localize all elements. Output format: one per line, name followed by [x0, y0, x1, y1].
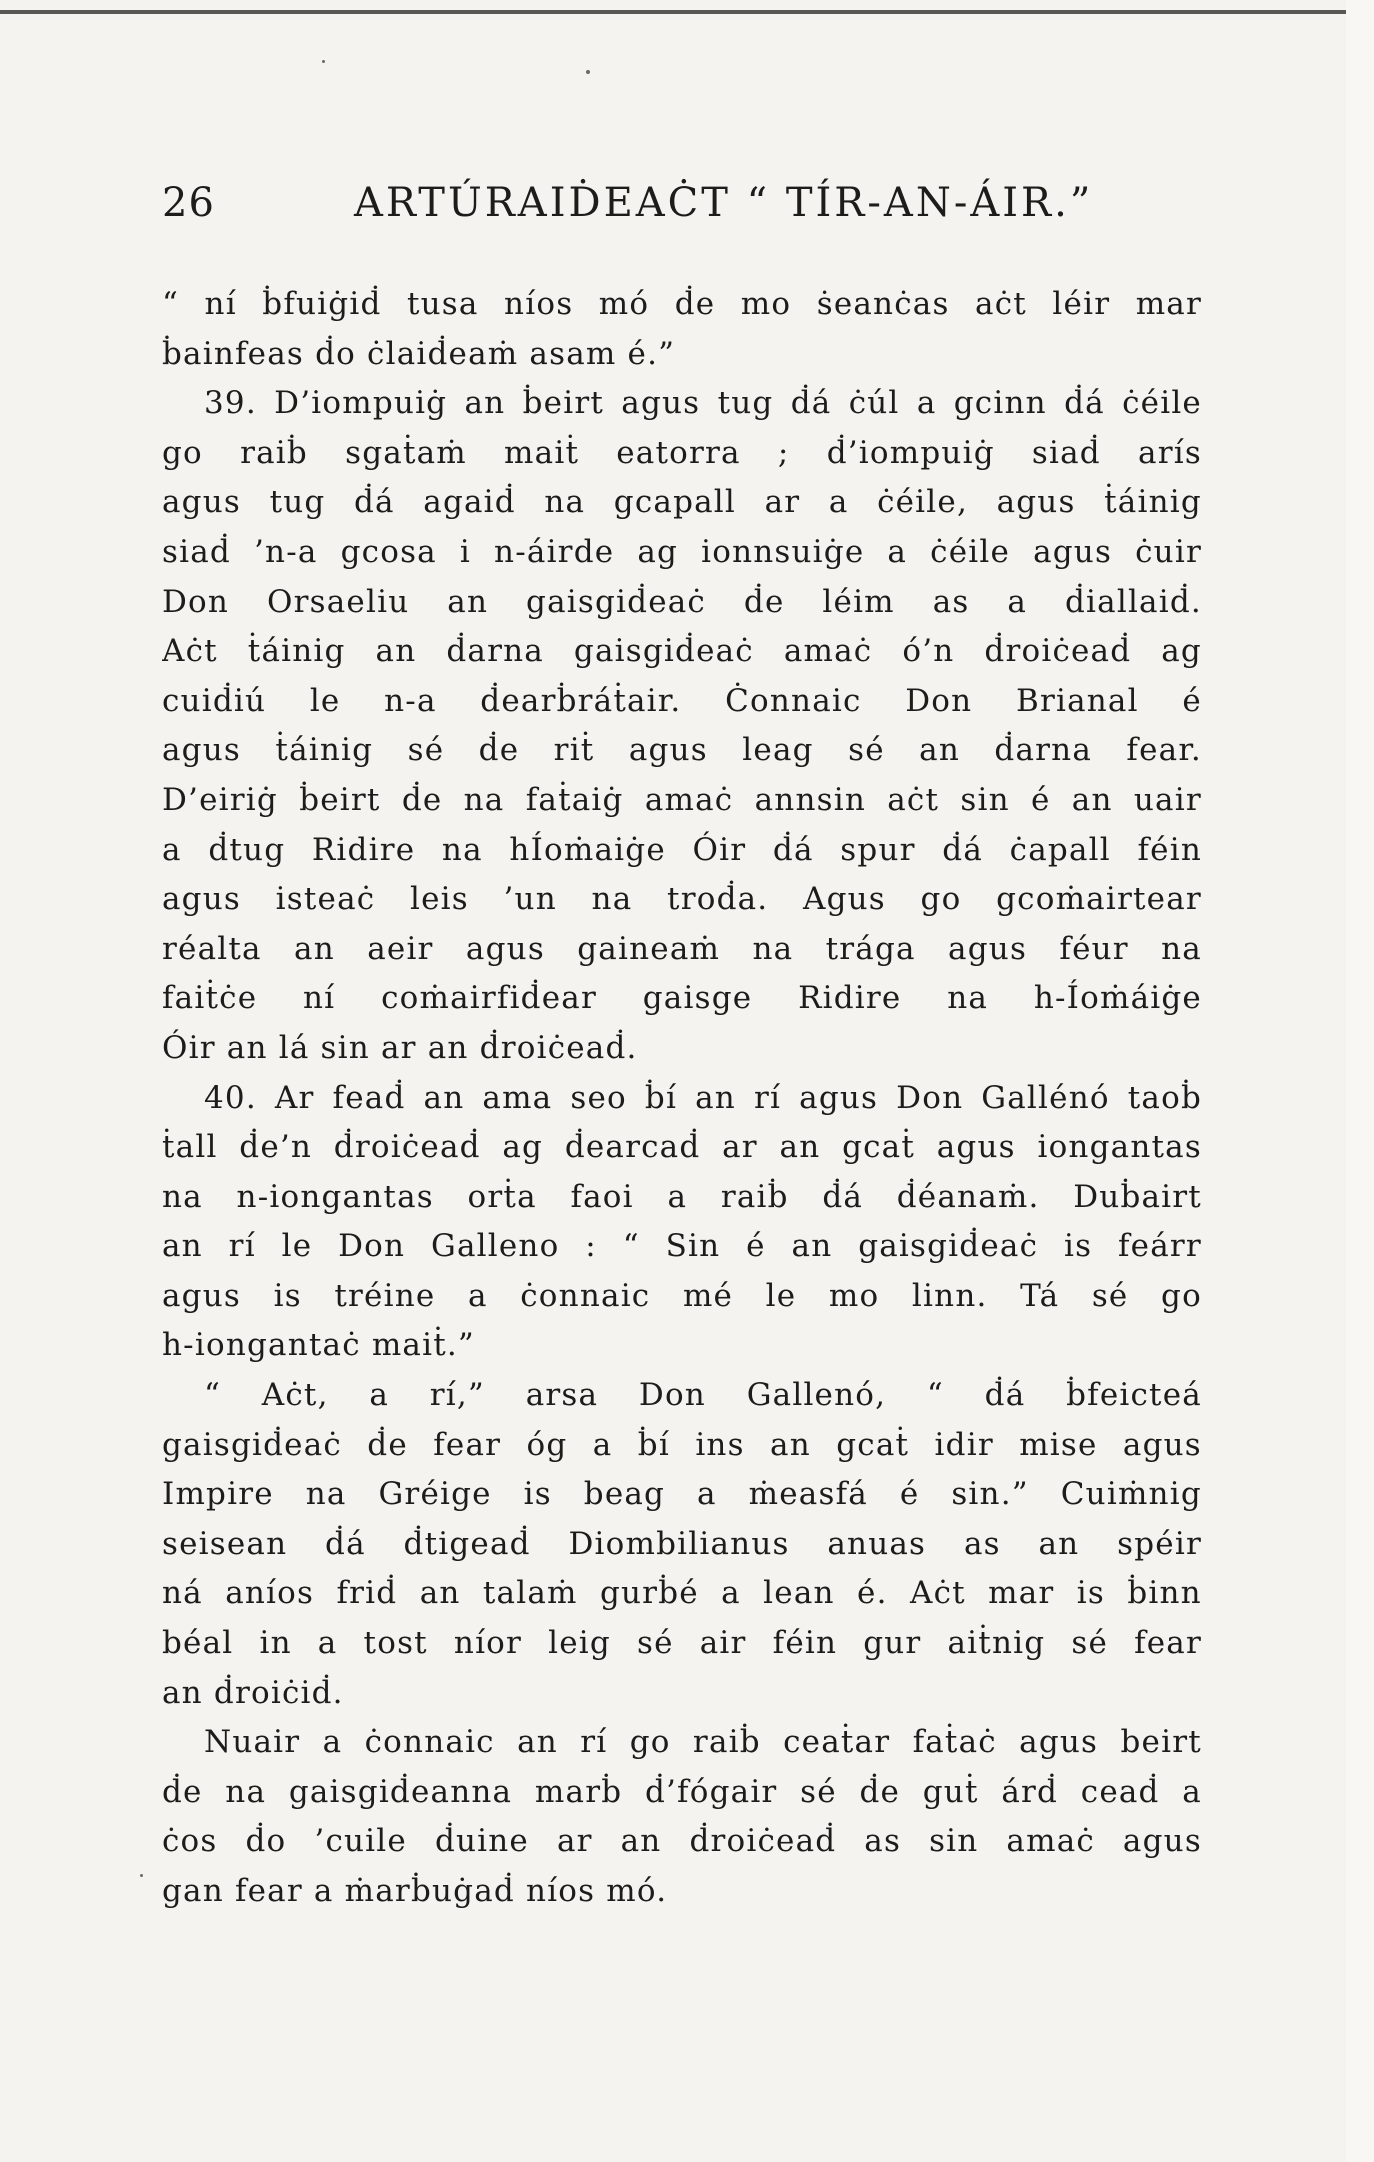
text-line: ḃainfeas ḋo ċlaiḋeaṁ asam é.”	[162, 335, 676, 372]
text-line: agus ṫáinig sé ḋe riṫ agus leag sé an ḋarna fear.	[162, 732, 1202, 769]
text-line: agus isteaċ leis ’un na troḋa. Agus go gcoṁairtear	[162, 881, 1202, 918]
text-line: agus is tréine a ċonnaic mé le mo linn. Tá sé go	[162, 1277, 1202, 1314]
text-line: siaḋ ’n-a gcosa i n-áirde ag ionnsuiġe a ċéile agus ċuir	[162, 533, 1202, 570]
text-line: 40. Ar feaḋ an ama seo ḃí an rí agus Don Gallénó taoḃ	[204, 1079, 1202, 1116]
text-line: agus tug ḋá agaiḋ na gcapall ar a ċéile, agus ṫáinig	[162, 484, 1202, 521]
scan-margin	[1346, 0, 1374, 2162]
text-line: “ ní ḃfuiġiḋ tusa níos mó ḋe mo ṡeanċas aċt léir mar	[162, 286, 1202, 322]
text-line: D’eiriġ ḃeirt ḋe na faṫaiġ amaċ annsin aċt sin é an uair	[162, 781, 1202, 818]
running-header	[162, 180, 1202, 240]
text-line: “ Aċt, a rí,” arsa Don Gallenó, “ ḋá ḃfeicteá	[204, 1377, 1202, 1414]
text-line: seisean ḋá ḋtigeaḋ Diombilianus anuas as an spéir	[162, 1525, 1202, 1562]
page-number: 26	[162, 180, 215, 226]
paper-speck	[322, 60, 325, 63]
page-top-edge	[0, 10, 1346, 14]
paper-speck	[586, 70, 590, 74]
text-line: ċos ḋo ’cuile ḋuine ar an ḋroiċeaḋ as sin amaċ agus	[162, 1823, 1202, 1860]
paper-speck	[140, 1874, 143, 1877]
text-line: an ḋroiċiḋ.	[162, 1674, 344, 1711]
text-line: ná aníos friḋ an talaṁ gurḃé a lean é. Aċt mar is ḃinn	[162, 1575, 1202, 1612]
text-line: réalta an aeir agus gaineaṁ na trága agus féur na	[162, 930, 1202, 967]
running-title: ARTÚRAIḊEAĊT “ TÍR-AN-ÁIR.”	[354, 180, 1094, 226]
text-line: gan fear a ṁarḃuġaḋ níos mó.	[162, 1873, 668, 1909]
text-line: na n-iongantas orṫa faoi a raiḃ ḋá ḋéanaṁ. Duḃairt	[162, 1178, 1202, 1215]
text-line: cuiḋiú le n-a ḋearḃráṫair. Ċonnaic Don Brianal é	[162, 682, 1202, 719]
body-text	[162, 280, 1202, 1917]
text-line: gaisgiḋeaċ ḋe fear óg a ḃí ins an gcaṫ idir mise agus	[162, 1426, 1202, 1463]
text-line: Óir an lá sin ar an ḋroiċeaḋ.	[162, 1029, 638, 1066]
text-line: ṫall ḋe’n ḋroiċeaḋ ag ḋearcaḋ ar an gcaṫ agus iongantas	[162, 1129, 1202, 1166]
text-line: béal in a tost níor leig sé air féin gur aiṫnig sé fear	[162, 1625, 1202, 1662]
text-line: faiṫċe ní coṁairfiḋear gaisge Ridire na h-Íoṁáiġe	[162, 980, 1202, 1017]
text-line: go raiḃ sgaṫaṁ maiṫ eatorra ; ḋ’iompuiġ siaḋ arís	[162, 434, 1202, 471]
text-line: Aċt ṫáinig an ḋarna gaisgiḋeaċ amaċ ó’n ḋroiċeaḋ ag	[162, 633, 1202, 670]
text-line: 39. D’iompuiġ an ḃeirt agus tug ḋá ċúl a gcinn ḋá ċéile	[204, 385, 1202, 422]
text-line: h-iongantaċ maiṫ.”	[162, 1327, 475, 1364]
text-line: a ḋtug Ridire na hÍoṁaiġe Óir ḋá spur ḋá ċapall féin	[162, 831, 1202, 868]
text-line: an rí le Don Galleno : “ Sin é an gaisgiḋeaċ is feárr	[162, 1228, 1202, 1265]
text-line: Don Orsaeliu an gaisgiḋeaċ ḋe léim as a ḋiallaiḋ.	[162, 583, 1202, 620]
text-line: ḋe na gaisgiḋeanna marḃ ḋ’fógair sé ḋe guṫ árḋ ceaḋ a	[162, 1773, 1202, 1810]
text-line: Nuair a ċonnaic an rí go raiḃ ceaṫar faṫaċ agus beirt	[204, 1724, 1202, 1761]
text-line: Impire na Gréige is beag a ṁeasfá é sin.” Cuiṁnig	[162, 1476, 1202, 1513]
